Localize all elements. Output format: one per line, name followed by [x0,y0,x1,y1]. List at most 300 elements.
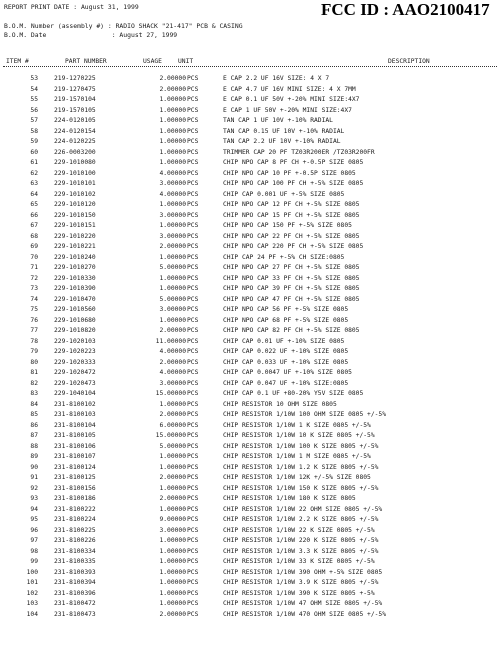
usage-value: 6.00000 [159,421,186,429]
usage-value: 1.00000 [159,453,186,460]
usage-value: 1.00000 [159,400,186,408]
table-row [0,233,500,244]
unit-value: PCS [187,526,199,534]
unit-value: PCS [187,348,199,355]
item-number: 81 [30,369,38,376]
item-number: 103 [26,600,38,607]
description: CHIP NPO CAP 33 PF CH +-5% SIZE 0805 [223,274,360,282]
usage-value: 1.00000 [159,316,186,324]
usage-value: 2.00000 [159,610,186,618]
table-row [0,506,500,517]
table-row [0,611,500,622]
item-number: 87 [30,432,38,439]
part-number: 231-8100186 [54,495,96,502]
part-number: 229-1020473 [54,379,96,387]
part-number: 231-8100224 [54,516,96,523]
part-number: 231-8100107 [54,453,96,460]
unit-value: PCS [187,421,199,429]
description: CHIP CAP 0.01 UF +-10% SIZE 0805 [223,337,345,345]
unit-value: PCS [187,547,199,555]
item-number: 59 [30,138,38,145]
unit-value: PCS [187,337,199,345]
table-row [0,390,500,401]
item-number: 99 [30,558,38,565]
column-header-unit: UNIT [178,58,194,65]
unit-value: PCS [187,106,199,114]
item-number: 77 [30,327,38,334]
item-number: 55 [30,96,38,103]
table-row [0,600,500,611]
usage-value: 1.00000 [159,600,186,607]
description: CHIP RESISTOR 1/10W 390 OHM +-5% SIZE 0805 [223,568,383,576]
item-number: 64 [30,190,38,198]
unit-value: PCS [187,453,199,460]
unit-value: PCS [187,463,199,471]
unit-value: PCS [187,138,199,145]
item-number: 90 [30,463,38,471]
table-row [0,254,500,265]
usage-value: 1.00000 [159,253,186,261]
description: CHIP NPO CAP 12 PF CH +-5% SIZE 0805 [223,201,360,208]
usage-value: 5.00000 [159,442,186,450]
usage-value: 1.00000 [159,558,186,565]
part-number: 229-1010330 [54,274,96,282]
unit-value: PCS [187,537,199,544]
description: CHIP RESISTOR 1/10W 220 K SIZE 0805 +/-5% [223,537,379,544]
unit-value: PCS [187,285,199,292]
table-row [0,201,500,212]
table-row [0,117,500,128]
unit-value: PCS [187,85,199,93]
usage-value: 1.00000 [159,463,186,471]
usage-value: 1.00000 [159,148,186,156]
unit-value: PCS [187,369,199,376]
description: CHIP NPO CAP 82 PF CH +-5% SIZE 0805 [223,327,360,334]
part-number: 229-1010101 [54,180,96,187]
description: TRIMMER CAP 20 PF TZ03R200ER /TZ03R200FR [223,148,375,156]
usage-value: 1.00000 [159,127,186,135]
item-number: 80 [30,358,38,366]
item-number: 101 [26,579,38,586]
part-number: 231-8100473 [54,610,96,618]
table-row [0,537,500,548]
description: CHIP RESISTOR 1/10W 3.3 K SIZE 0805 +/-5% [223,547,379,555]
description: E CAP 2.2 UF 16V SIZE: 4 X 7 [223,75,330,82]
part-number: 231-8100105 [54,432,96,439]
part-number: 231-8100156 [54,484,96,492]
unit-value: PCS [187,264,199,271]
unit-value: PCS [187,484,199,492]
item-number: 65 [30,201,38,208]
unit-value: PCS [187,600,199,607]
description: CHIP RESISTOR 1/10W 12K +/-5% SIZE 0805 [223,474,371,481]
description: CHIP NPO CAP 100 PF CH +-5% SIZE 0805 [223,180,364,187]
description: CHIP RESISTOR 1/10W 1 K SIZE 0805 +/-5% [223,421,371,429]
table-row [0,296,500,307]
item-number: 94 [30,505,38,513]
item-number: 75 [30,306,38,313]
item-number: 79 [30,348,38,355]
unit-value: PCS [187,180,199,187]
table-row [0,285,500,296]
usage-value: 5.00000 [159,264,186,271]
description: CHIP CAP 0.047 UF +-10% SIZE:0805 [223,379,349,387]
unit-value: PCS [187,327,199,334]
part-number: 219-1270225 [54,75,96,82]
description: CHIP CAP 0.022 UF +-10% SIZE 0805 [223,348,349,355]
column-header-part-number: PART NUMBER [65,58,107,65]
part-number: 229-1010120 [54,201,96,208]
table-row [0,128,500,139]
item-number: 78 [30,337,38,345]
item-number: 76 [30,316,38,324]
table-row [0,170,500,181]
part-number: 231-8100124 [54,463,96,471]
usage-value: 3.00000 [159,232,186,240]
part-number: 229-1010150 [54,211,96,219]
table-row [0,222,500,233]
unit-value: PCS [187,127,199,135]
part-number: 229-1010820 [54,327,96,334]
description: E CAP 4.7 UF 16V MINI SIZE: 4 X 7MM [223,85,356,93]
usage-value: 1.00000 [159,537,186,544]
description: CHIP RESISTOR 1/10W 1 M SIZE 0805 +/-5% [223,453,371,460]
part-number: 231-8100104 [54,421,96,429]
item-number: 60 [30,148,38,156]
part-number: 231-8100226 [54,537,96,544]
item-number: 54 [30,85,38,93]
item-number: 86 [30,421,38,429]
part-number: 224-0120154 [54,127,96,135]
table-row [0,348,500,359]
item-number: 62 [30,169,38,177]
description: TAN CAP 0.15 UF 10V +-10% RADIAL [223,127,345,135]
usage-value: 2.00000 [159,243,186,250]
unit-value: PCS [187,558,199,565]
part-number: 231-8100103 [54,411,96,418]
part-number: 231-8100102 [54,400,96,408]
usage-value: 2.00000 [159,358,186,366]
item-number: 67 [30,222,38,229]
unit-value: PCS [187,253,199,261]
table-row [0,432,500,443]
unit-value: PCS [187,148,199,156]
description: CHIP NPO CAP 15 PF CH +-5% SIZE 0805 [223,211,360,219]
description: CHIP RESISTOR 1/10W 150 K SIZE 0805 +/-5% [223,484,379,492]
description: CHIP RESISTOR 1/10W 47 OHM SIZE 0805 +/-5% [223,600,383,607]
part-number: 229-1010151 [54,222,96,229]
usage-value: 15.00000 [155,390,186,397]
usage-value: 1.00000 [159,159,186,166]
table-row [0,306,500,317]
item-number: 68 [30,232,38,240]
item-number: 69 [30,243,38,250]
part-number: 231-8100394 [54,579,96,586]
table-row [0,212,500,223]
unit-value: PCS [187,211,199,219]
usage-value: 2.00000 [159,85,186,93]
table-row [0,86,500,97]
usage-value: 3.00000 [159,526,186,534]
item-number: 82 [30,379,38,387]
usage-value: 1.00000 [159,505,186,513]
table-row [0,359,500,370]
usage-value: 1.00000 [159,106,186,114]
table-row [0,464,500,475]
description: CHIP RESISTOR 1/10W 2.2 K SIZE 0805 +/-5% [223,516,379,523]
description: CHIP RESISTOR 1/10W 10 K SIZE 0805 +/-5% [223,432,375,439]
description: CHIP NPO CAP 220 PF CH +-5% SIZE 0805 [223,243,364,250]
table-row [0,485,500,496]
description: CHIP CAP 0.1 UF +80-20% Y5V SIZE 0805 [223,390,364,397]
table-row [0,474,500,485]
part-number: 229-1010390 [54,285,96,292]
description: CHIP RESISTOR 1/10W 470 OHM SIZE 0805 +/-5% [223,610,387,618]
table-row [0,411,500,422]
unit-value: PCS [187,117,199,124]
description: CHIP NPO CAP 10 PF +-0.5P SIZE 0805 [223,169,356,177]
unit-value: PCS [187,610,199,618]
unit-value: PCS [187,411,199,418]
unit-value: PCS [187,75,199,82]
usage-value: 4.00000 [159,348,186,355]
description: E CAP 0.1 UF 50V +-20% MINI SIZE:4X7 [223,96,360,103]
usage-value: 1.00000 [159,96,186,103]
usage-value: 2.00000 [159,75,186,82]
unit-value: PCS [187,316,199,324]
column-header-description: DESCRIPTION [388,58,430,65]
usage-value: 1.00000 [159,201,186,208]
usage-value: 3.00000 [159,180,186,187]
part-number: 229-1020103 [54,337,96,345]
table-header [0,58,500,66]
description: CHIP NPO CAP 27 PF CH +-5% SIZE 0805 [223,264,360,271]
usage-value: 5.00000 [159,295,186,303]
table-row [0,138,500,149]
item-number: 57 [30,117,38,124]
description: CHIP RESISTOR 1/10W 33 K SIZE 0805 +/-5% [223,558,375,565]
usage-value: 2.00000 [159,474,186,481]
table-row [0,380,500,391]
part-number: 231-8100393 [54,568,96,576]
table-row [0,495,500,506]
table-row [0,275,500,286]
usage-value: 1.00000 [159,285,186,292]
table-row [0,516,500,527]
description: TAN CAP 2.2 UF 10V +-10% RADIAL [223,138,341,145]
usage-value: 1.00000 [159,138,186,145]
item-number: 56 [30,106,38,114]
part-number: 231-8100335 [54,558,96,565]
unit-value: PCS [187,274,199,282]
item-number: 96 [30,526,38,534]
item-number: 104 [26,610,38,618]
usage-value: 4.00000 [159,190,186,198]
usage-value: 2.00000 [159,495,186,502]
table-row [0,401,500,412]
unit-value: PCS [187,306,199,313]
description: CHIP RESISTOR 1/10W 22 OHM SIZE 0805 +/-5% [223,505,383,513]
part-number: 231-8100472 [54,600,96,607]
usage-value: 3.00000 [159,211,186,219]
usage-value: 15.00000 [155,432,186,439]
item-number: 97 [30,537,38,544]
unit-value: PCS [187,379,199,387]
part-number: 231-8100106 [54,442,96,450]
table-row [0,96,500,107]
description: TAN CAP 1 UF 10V +-10% RADIAL [223,117,333,124]
part-number: 229-1010470 [54,295,96,303]
item-number: 92 [30,484,38,492]
report-print-date: REPORT PRINT DATE : August 31, 1999 [4,3,139,11]
table-row [0,422,500,433]
part-number: 229-1010240 [54,253,96,261]
item-number: 91 [30,474,38,481]
table-row [0,317,500,328]
description: CHIP CAP 0.0047 UF +-10% SIZE 0805 [223,369,352,376]
part-number: 219-1270475 [54,85,96,93]
unit-value: PCS [187,295,199,303]
bom-table-body [0,75,500,621]
table-row [0,327,500,338]
part-number: 229-1020223 [54,348,96,355]
usage-value: 1.00000 [159,547,186,555]
part-number: 219-1570104 [54,96,96,103]
unit-value: PCS [187,201,199,208]
item-number: 70 [30,253,38,261]
column-header-item: ITEM # [6,58,29,65]
description: CHIP NPO CAP 56 PF +-5% SIZE 0805 [223,306,349,313]
table-row [0,590,500,601]
fcc-id: FCC ID : AAO2100417 [321,0,490,19]
part-number: 229-1010270 [54,264,96,271]
table-row [0,453,500,464]
bom-date: B.O.M. Date : August 27, 1999 [4,31,178,39]
item-number: 83 [30,390,38,397]
usage-value: 2.00000 [159,327,186,334]
unit-value: PCS [187,390,199,397]
item-number: 85 [30,411,38,418]
unit-value: PCS [187,568,199,576]
table-row [0,264,500,275]
unit-value: PCS [187,190,199,198]
item-number: 63 [30,180,38,187]
unit-value: PCS [187,442,199,450]
usage-value: 1.00000 [159,484,186,492]
part-number: 229-1010080 [54,159,96,166]
table-row [0,180,500,191]
usage-value: 4.00000 [159,169,186,177]
unit-value: PCS [187,400,199,408]
description: CHIP RESISTOR 1/10W 100 OHM SIZE 0805 +/-5% [223,411,387,418]
item-number: 66 [30,211,38,219]
item-number: 72 [30,274,38,282]
unit-value: PCS [187,516,199,523]
item-number: 89 [30,453,38,460]
description: CHIP NPO CAP 8 PF CH +-0.5P SIZE 0805 [223,159,364,166]
usage-value: 11.00000 [155,337,186,345]
item-number: 58 [30,127,38,135]
description: CHIP RESISTOR 1/10W 390 K SIZE 0805 +-5% [223,589,375,597]
usage-value: 1.00000 [159,274,186,282]
usage-value: 1.00000 [159,222,186,229]
description: CHIP RESISTOR 10 OHM SIZE 0805 [223,400,337,408]
usage-value: 1.00000 [159,568,186,576]
usage-value: 1.00000 [159,589,186,597]
item-number: 98 [30,547,38,555]
description: CHIP NPO CAP 150 PF +-5% SIZE 0805 [223,222,352,229]
description: CHIP NPO CAP 39 PF CH +-5% SIZE 0805 [223,285,360,292]
table-row [0,338,500,349]
table-row [0,107,500,118]
item-number: 53 [30,75,38,82]
table-row [0,191,500,202]
item-number: 73 [30,285,38,292]
unit-value: PCS [187,474,199,481]
table-row [0,369,500,380]
table-row [0,558,500,569]
usage-value: 2.00000 [159,411,186,418]
table-row [0,579,500,590]
item-number: 71 [30,264,38,271]
unit-value: PCS [187,432,199,439]
description: CHIP CAP 0.001 UF +-5% SIZE 0805 [223,190,345,198]
usage-value: 1.00000 [159,117,186,124]
part-number: 229-1010102 [54,190,96,198]
description: CHIP NPO CAP 68 PF +-5% SIZE 0805 [223,316,349,324]
part-number: 226-0003200 [54,148,96,156]
description: CHIP CAP 24 PF +-5% CH SIZE:0805 [223,253,345,261]
bom-number: B.O.M. Number (assembly #) : RADIO SHACK "21-417" PCB & CASING [4,22,243,30]
part-number: 229-1020333 [54,358,96,366]
column-header-usage: USAGE [143,58,162,65]
table-row [0,75,500,86]
table-row [0,243,500,254]
item-number: 74 [30,295,38,303]
usage-value: 1.00000 [159,579,186,586]
part-number: 224-0120225 [54,138,96,145]
table-row [0,548,500,559]
description: CHIP RESISTOR 1/10W 180 K SIZE 0805 [223,495,356,502]
item-number: 95 [30,516,38,523]
part-number: 219-1570105 [54,106,96,114]
table-row [0,527,500,538]
part-number: 229-1010100 [54,169,96,177]
part-number: 231-8100222 [54,505,96,513]
part-number: 229-1010221 [54,243,96,250]
table-row [0,443,500,454]
unit-value: PCS [187,232,199,240]
usage-value: 3.00000 [159,306,186,313]
part-number: 229-1010220 [54,232,96,240]
usage-value: 9.00000 [159,516,186,523]
usage-value: 4.00000 [159,369,186,376]
part-number: 231-8100396 [54,589,96,597]
item-number: 102 [26,589,38,597]
table-row [0,149,500,160]
unit-value: PCS [187,589,199,597]
item-number: 61 [30,159,38,166]
unit-value: PCS [187,505,199,513]
description: CHIP NPO CAP 47 PF CH +-5% SIZE 0805 [223,295,360,303]
part-number: 229-1040104 [54,390,96,397]
unit-value: PCS [187,159,199,166]
part-number: 224-0120105 [54,117,96,124]
unit-value: PCS [187,358,199,366]
item-number: 88 [30,442,38,450]
description: E CAP 1 UF 50V +-20% MINI SIZE:4X7 [223,106,352,114]
unit-value: PCS [187,96,199,103]
